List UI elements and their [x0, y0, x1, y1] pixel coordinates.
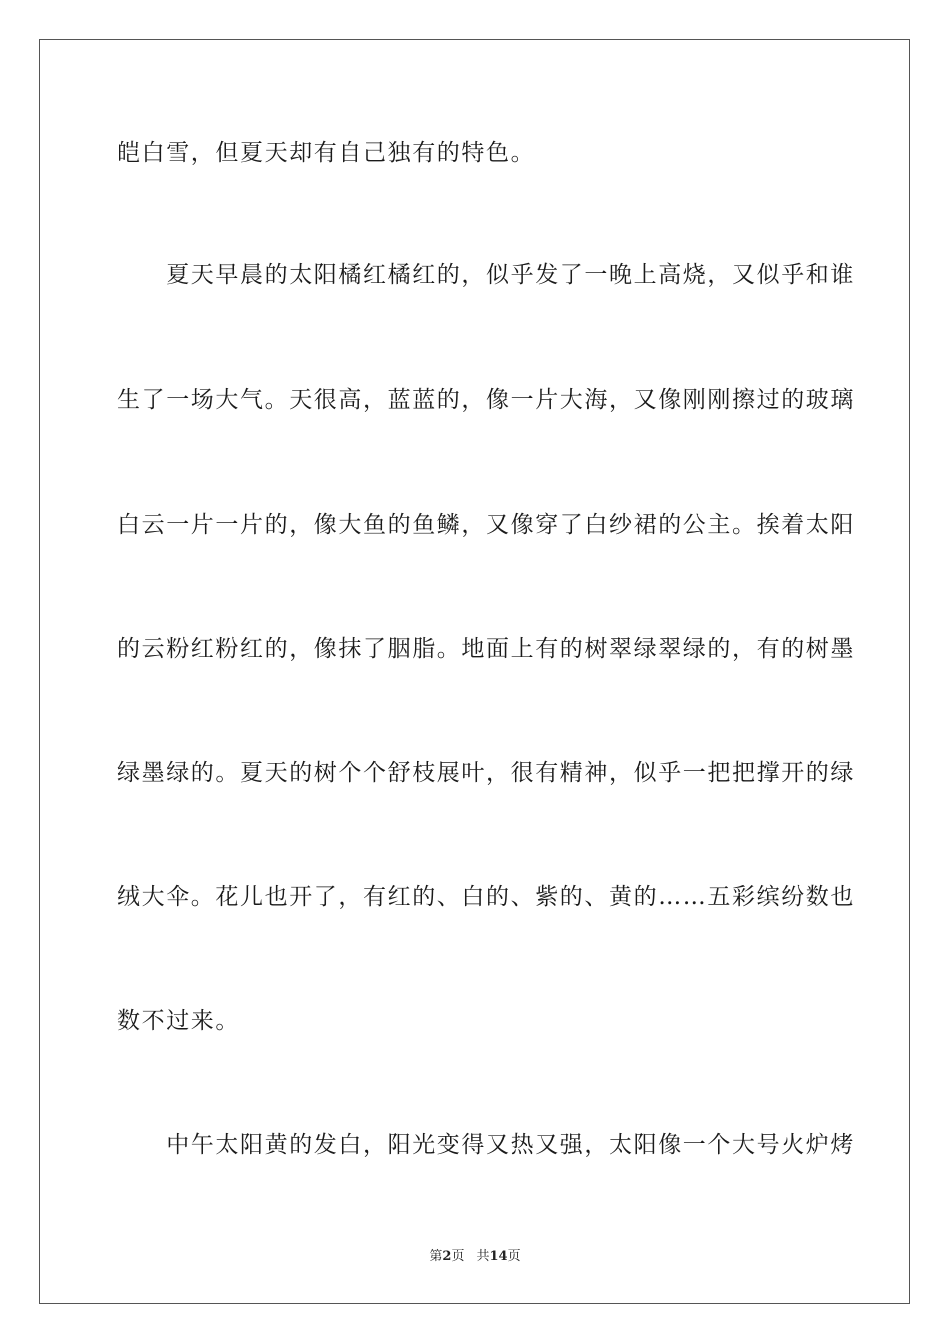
page-footer [0, 1248, 950, 1266]
page-prefix: 第 [429, 1249, 443, 1264]
body-text-line: 数不过来。 [117, 1008, 240, 1034]
page-suffix: 页 [451, 1249, 465, 1264]
page-border [39, 39, 910, 1304]
page-number: 2 [442, 1249, 452, 1264]
total-pages: 14 [489, 1249, 508, 1264]
body-text-line: 的云粉红粉红的，像抹了胭脂。地面上有的树翠绿翠绿的，有的树墨 [117, 636, 855, 662]
body-text-line: 夏天早晨的太阳橘红橘红的，似乎发了一晚上高烧，又似乎和谁 [117, 262, 855, 288]
body-text-line: 生了一场大气。天很高，蓝蓝的，像一片大海，又像刚刚擦过的玻璃 [117, 387, 855, 413]
body-text-line: 皑白雪，但夏天却有自己独有的特色。 [117, 140, 536, 166]
body-text-line: 绿墨绿的。夏天的树个个舒枝展叶，很有精神，似乎一把把撑开的绿 [117, 760, 855, 786]
body-text-line: 白云一片一片的，像大鱼的鱼鳞，又像穿了白纱裙的公主。挨着太阳 [117, 512, 855, 538]
total-suffix: 页 [507, 1249, 521, 1264]
body-text-line: 中午太阳黄的发白，阳光变得又热又强，太阳像一个大号火炉烤 [117, 1132, 855, 1158]
body-text-line: 绒大伞。花儿也开了，有红的、白的、紫的、黄的……五彩缤纷数也 [117, 884, 855, 910]
total-prefix: 共 [476, 1249, 490, 1264]
